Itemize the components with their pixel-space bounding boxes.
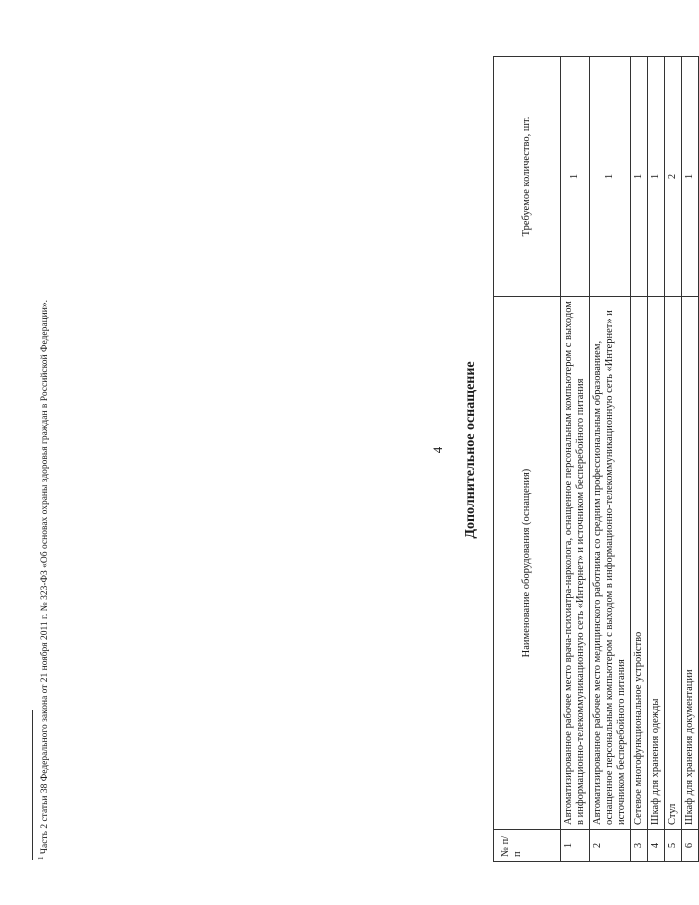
row-number: 2	[590, 830, 631, 862]
header-number: № п/п	[494, 830, 561, 862]
header-quantity: Требуемое количество, шт.	[494, 57, 561, 297]
table-row	[665, 57, 682, 862]
table-row	[682, 57, 699, 862]
row-quantity: 1	[682, 57, 699, 297]
row-number: 6	[682, 830, 699, 862]
row-number: 1	[561, 830, 590, 862]
row-quantity: 1	[590, 57, 631, 297]
row-number: 5	[665, 830, 682, 862]
document-page	[20, 20, 695, 880]
table-row	[561, 57, 590, 862]
footnote-mark: 1	[37, 856, 45, 860]
row-name: Сетевое многофункциональное устройство	[631, 297, 648, 830]
row-quantity: 1	[561, 57, 590, 297]
equipment-table	[493, 56, 699, 862]
row-name: Автоматизированное рабочее место медицинского работника со средним профессиональным образованием, оснащенное персональным компьютером с выходом в информационно-телекоммуникационную сеть «Интернет» и источником бесперебойного питания	[590, 297, 631, 830]
row-name: Шкаф для хранения одежды	[648, 297, 665, 830]
section-title: Дополнительное оснащение	[463, 361, 478, 539]
header-name: Наименование оборудования (оснащения)	[494, 297, 561, 830]
footnote	[37, 300, 50, 860]
table-row	[590, 57, 631, 862]
page-number: 4	[430, 446, 445, 454]
row-name: Стул	[665, 297, 682, 830]
table-header-row	[494, 57, 561, 862]
table-row	[648, 57, 665, 862]
row-number: 4	[648, 830, 665, 862]
row-name: Автоматизированное рабочее место врача-психиатра-нарколога, оснащенное персональным компьютером с выходом в информационно-телекоммуникационную сеть «Интернет» и источником бесперебойного питания	[561, 297, 590, 830]
row-quantity: 1	[648, 57, 665, 297]
footnote-divider	[32, 710, 33, 860]
row-quantity: 2	[665, 57, 682, 297]
row-quantity: 1	[631, 57, 648, 297]
table-row	[631, 57, 648, 862]
footnote-text: Часть 2 статьи 38 Федерального закона от 21 ноября 2011 г. № 323-ФЗ «Об основах охраны здоровья граждан в Российской Федерации».	[40, 300, 51, 855]
row-number: 3	[631, 830, 648, 862]
row-name: Шкаф для хранения документации	[682, 297, 699, 830]
